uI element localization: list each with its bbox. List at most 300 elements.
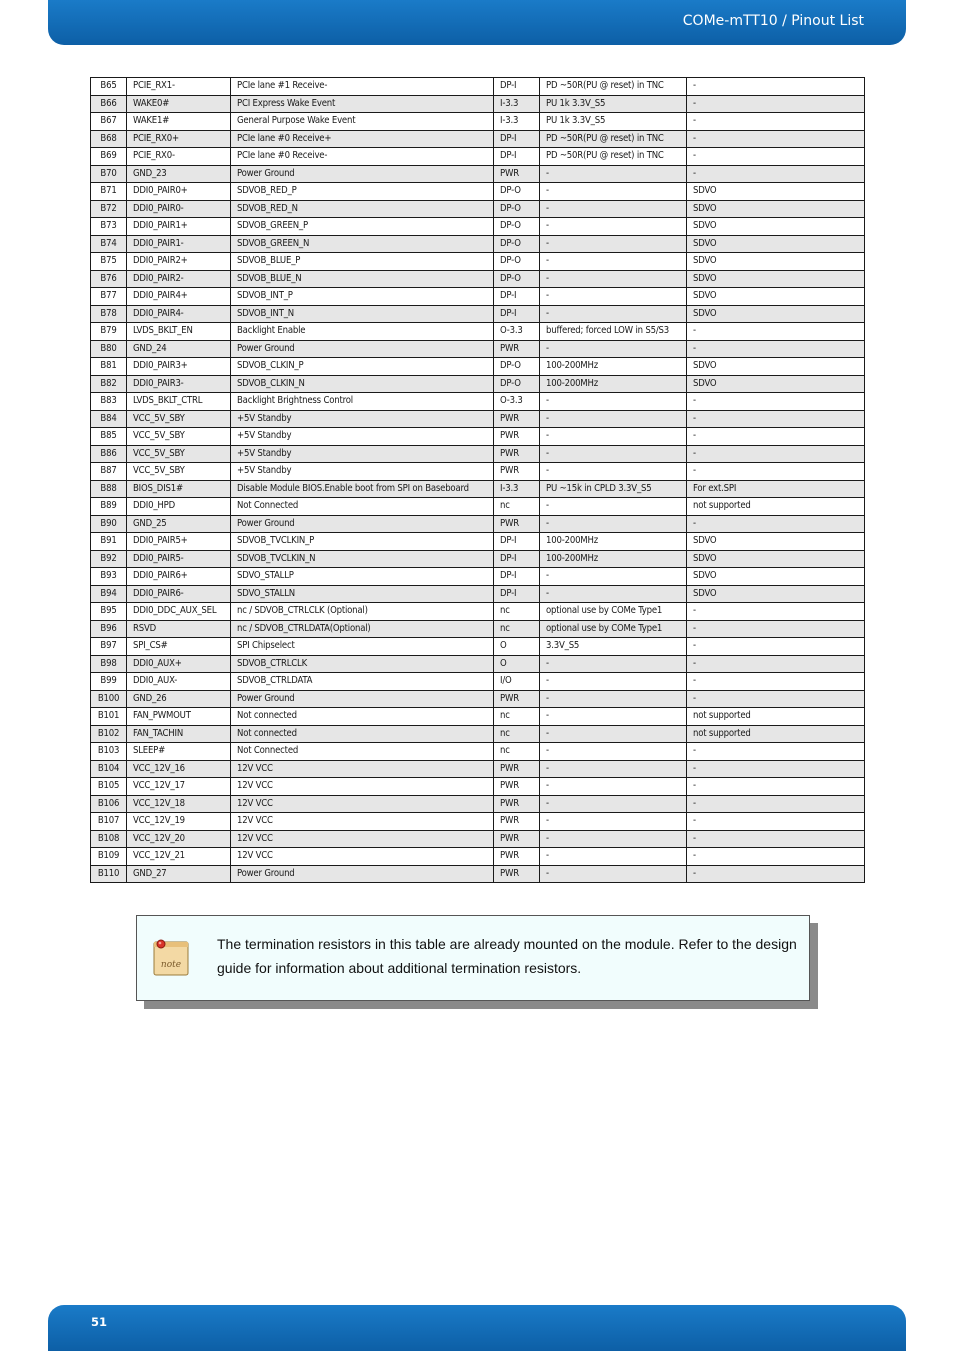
table-row bbox=[91, 515, 865, 533]
comment-cell: not supported bbox=[687, 498, 865, 516]
comment-cell: SDVO bbox=[687, 270, 865, 288]
type-cell: PWR bbox=[494, 690, 540, 708]
pin-cell: B79 bbox=[91, 323, 127, 341]
type-cell: PWR bbox=[494, 865, 540, 883]
table-row bbox=[91, 358, 865, 376]
comment-cell: SDVO bbox=[687, 585, 865, 603]
signal-cell: VCC_12V_17 bbox=[127, 778, 231, 796]
table-row bbox=[91, 218, 865, 236]
type-cell: O bbox=[494, 638, 540, 656]
termination-cell: PU 1k 3.3V_S5 bbox=[540, 113, 687, 131]
termination-cell: 100-200MHz bbox=[540, 533, 687, 551]
pin-cell: B92 bbox=[91, 550, 127, 568]
comment-cell: - bbox=[687, 340, 865, 358]
type-cell: nc bbox=[494, 498, 540, 516]
comment-cell: - bbox=[687, 78, 865, 96]
comment-cell: - bbox=[687, 620, 865, 638]
description-cell: SDVOB_TVCLKIN_P bbox=[231, 533, 494, 551]
table-row bbox=[91, 463, 865, 481]
description-cell: 12V VCC bbox=[231, 848, 494, 866]
table-row bbox=[91, 428, 865, 446]
pin-cell: B95 bbox=[91, 603, 127, 621]
note-text: The termination resistors in this table are already mounted on the module. Refer to the design guide for information about additional termination resistors. bbox=[217, 936, 797, 976]
termination-cell: - bbox=[540, 410, 687, 428]
table-row bbox=[91, 830, 865, 848]
termination-cell: 100-200MHz bbox=[540, 358, 687, 376]
comment-cell: - bbox=[687, 515, 865, 533]
pin-cell: B98 bbox=[91, 655, 127, 673]
signal-cell: PCIE_RX1- bbox=[127, 78, 231, 96]
table-row bbox=[91, 743, 865, 761]
termination-cell: - bbox=[540, 165, 687, 183]
table-row bbox=[91, 148, 865, 166]
type-cell: DP-I bbox=[494, 78, 540, 96]
pin-cell: B90 bbox=[91, 515, 127, 533]
description-cell: Backlight Enable bbox=[231, 323, 494, 341]
type-cell: DP-I bbox=[494, 533, 540, 551]
table-row bbox=[91, 655, 865, 673]
signal-cell: VCC_12V_16 bbox=[127, 760, 231, 778]
comment-cell: SDVO bbox=[687, 305, 865, 323]
table-row bbox=[91, 410, 865, 428]
note-icon bbox=[151, 936, 191, 978]
termination-cell: - bbox=[540, 690, 687, 708]
type-cell: DP-O bbox=[494, 270, 540, 288]
comment-cell: - bbox=[687, 813, 865, 831]
type-cell: I-3.3 bbox=[494, 113, 540, 131]
comment-cell: - bbox=[687, 848, 865, 866]
signal-cell: DDI0_PAIR5- bbox=[127, 550, 231, 568]
signal-cell: PCIE_RX0- bbox=[127, 148, 231, 166]
signal-cell: FAN_TACHIN bbox=[127, 725, 231, 743]
table-row bbox=[91, 603, 865, 621]
termination-cell: - bbox=[540, 760, 687, 778]
termination-cell: - bbox=[540, 568, 687, 586]
table-row bbox=[91, 375, 865, 393]
type-cell: PWR bbox=[494, 778, 540, 796]
type-cell: nc bbox=[494, 708, 540, 726]
pin-cell: B75 bbox=[91, 253, 127, 271]
description-cell: nc / SDVOB_CTRLDATA(Optional) bbox=[231, 620, 494, 638]
pin-cell: B99 bbox=[91, 673, 127, 691]
termination-cell: - bbox=[540, 183, 687, 201]
type-cell: PWR bbox=[494, 410, 540, 428]
comment-cell: SDVO bbox=[687, 218, 865, 236]
termination-cell: optional use by COMe Type1 bbox=[540, 603, 687, 621]
comment-cell: not supported bbox=[687, 725, 865, 743]
description-cell: 12V VCC bbox=[231, 830, 494, 848]
pin-cell: B91 bbox=[91, 533, 127, 551]
type-cell: DP-I bbox=[494, 585, 540, 603]
termination-cell: - bbox=[540, 200, 687, 218]
pin-cell: B110 bbox=[91, 865, 127, 883]
termination-cell: PD ~50R(PU @ reset) in TNC bbox=[540, 78, 687, 96]
description-cell: PCIe lane #0 Receive- bbox=[231, 148, 494, 166]
signal-cell: VCC_12V_18 bbox=[127, 795, 231, 813]
termination-cell: PU ~15k in CPLD 3.3V_S5 bbox=[540, 480, 687, 498]
pin-cell: B80 bbox=[91, 340, 127, 358]
footer-bar bbox=[48, 1305, 906, 1351]
termination-cell: 100-200MHz bbox=[540, 375, 687, 393]
description-cell: +5V Standby bbox=[231, 428, 494, 446]
signal-cell: DDI0_PAIR3+ bbox=[127, 358, 231, 376]
pin-cell: B104 bbox=[91, 760, 127, 778]
description-cell: SDVOB_BLUE_N bbox=[231, 270, 494, 288]
description-cell: Power Ground bbox=[231, 340, 494, 358]
type-cell: DP-O bbox=[494, 253, 540, 271]
termination-cell: - bbox=[540, 585, 687, 603]
signal-cell: GND_23 bbox=[127, 165, 231, 183]
table-row bbox=[91, 708, 865, 726]
pin-cell: B76 bbox=[91, 270, 127, 288]
signal-cell: BIOS_DIS1# bbox=[127, 480, 231, 498]
page-number: 51 bbox=[91, 1315, 108, 1329]
signal-cell: DDI0_PAIR0- bbox=[127, 200, 231, 218]
comment-cell: - bbox=[687, 830, 865, 848]
description-cell: SPI Chipselect bbox=[231, 638, 494, 656]
termination-cell: - bbox=[540, 830, 687, 848]
pin-cell: B73 bbox=[91, 218, 127, 236]
description-cell: Disable Module BIOS.Enable boot from SPI on Baseboard bbox=[231, 480, 494, 498]
signal-cell: DDI0_PAIR4+ bbox=[127, 288, 231, 306]
termination-cell: - bbox=[540, 305, 687, 323]
description-cell: 12V VCC bbox=[231, 813, 494, 831]
termination-cell: - bbox=[540, 498, 687, 516]
table-row bbox=[91, 848, 865, 866]
type-cell: I-3.3 bbox=[494, 95, 540, 113]
description-cell: SDVOB_RED_P bbox=[231, 183, 494, 201]
signal-cell: DDI0_PAIR5+ bbox=[127, 533, 231, 551]
signal-cell: GND_26 bbox=[127, 690, 231, 708]
termination-cell: - bbox=[540, 865, 687, 883]
signal-cell: VCC_12V_20 bbox=[127, 830, 231, 848]
pin-cell: B109 bbox=[91, 848, 127, 866]
comment-cell: - bbox=[687, 673, 865, 691]
termination-cell: PU 1k 3.3V_S5 bbox=[540, 95, 687, 113]
description-cell: Not connected bbox=[231, 708, 494, 726]
termination-cell: - bbox=[540, 813, 687, 831]
termination-cell: - bbox=[540, 743, 687, 761]
termination-cell: - bbox=[540, 445, 687, 463]
header-bar bbox=[48, 0, 906, 45]
signal-cell: GND_24 bbox=[127, 340, 231, 358]
table-row bbox=[91, 340, 865, 358]
description-cell: +5V Standby bbox=[231, 463, 494, 481]
description-cell: SDVOB_CLKIN_P bbox=[231, 358, 494, 376]
comment-cell: SDVO bbox=[687, 550, 865, 568]
type-cell: PWR bbox=[494, 463, 540, 481]
signal-cell: WAKE1# bbox=[127, 113, 231, 131]
termination-cell: - bbox=[540, 673, 687, 691]
type-cell: PWR bbox=[494, 445, 540, 463]
comment-cell: - bbox=[687, 130, 865, 148]
pin-cell: B88 bbox=[91, 480, 127, 498]
table-row bbox=[91, 760, 865, 778]
pin-cell: B101 bbox=[91, 708, 127, 726]
pin-cell: B70 bbox=[91, 165, 127, 183]
description-cell: 12V VCC bbox=[231, 778, 494, 796]
comment-cell: - bbox=[687, 760, 865, 778]
description-cell: +5V Standby bbox=[231, 410, 494, 428]
comment-cell: - bbox=[687, 865, 865, 883]
type-cell: PWR bbox=[494, 165, 540, 183]
type-cell: DP-O bbox=[494, 200, 540, 218]
type-cell: DP-I bbox=[494, 130, 540, 148]
table-row bbox=[91, 270, 865, 288]
description-cell: SDVO_STALLN bbox=[231, 585, 494, 603]
pin-cell: B83 bbox=[91, 393, 127, 411]
signal-cell: SLEEP# bbox=[127, 743, 231, 761]
table-row bbox=[91, 585, 865, 603]
termination-cell: 100-200MHz bbox=[540, 550, 687, 568]
signal-cell: DDI0_PAIR3- bbox=[127, 375, 231, 393]
type-cell: O-3.3 bbox=[494, 323, 540, 341]
description-cell: nc / SDVOB_CTRLCLK (Optional) bbox=[231, 603, 494, 621]
signal-cell: SPI_CS# bbox=[127, 638, 231, 656]
description-cell: SDVOB_INT_P bbox=[231, 288, 494, 306]
comment-cell: - bbox=[687, 655, 865, 673]
signal-cell: DDI0_DDC_AUX_SEL bbox=[127, 603, 231, 621]
comment-cell: - bbox=[687, 428, 865, 446]
table-row bbox=[91, 183, 865, 201]
termination-cell: - bbox=[540, 778, 687, 796]
description-cell: SDVO_STALLP bbox=[231, 568, 494, 586]
svg-text:note: note bbox=[160, 960, 182, 970]
description-cell: General Purpose Wake Event bbox=[231, 113, 494, 131]
type-cell: DP-I bbox=[494, 148, 540, 166]
description-cell: SDVOB_GREEN_N bbox=[231, 235, 494, 253]
table-row bbox=[91, 498, 865, 516]
table-row bbox=[91, 568, 865, 586]
pin-cell: B86 bbox=[91, 445, 127, 463]
table-row bbox=[91, 165, 865, 183]
pin-cell: B84 bbox=[91, 410, 127, 428]
termination-cell: 3.3V_S5 bbox=[540, 638, 687, 656]
description-cell: SDVOB_GREEN_P bbox=[231, 218, 494, 236]
termination-cell: - bbox=[540, 253, 687, 271]
type-cell: DP-O bbox=[494, 375, 540, 393]
table-row bbox=[91, 795, 865, 813]
description-cell: PCIe lane #0 Receive+ bbox=[231, 130, 494, 148]
pin-cell: B77 bbox=[91, 288, 127, 306]
signal-cell: DDI0_PAIR0+ bbox=[127, 183, 231, 201]
table-row bbox=[91, 533, 865, 551]
signal-cell: DDI0_PAIR1- bbox=[127, 235, 231, 253]
signal-cell: VCC_5V_SBY bbox=[127, 428, 231, 446]
note-box bbox=[136, 915, 810, 1001]
termination-cell: - bbox=[540, 463, 687, 481]
type-cell: PWR bbox=[494, 848, 540, 866]
pin-cell: B100 bbox=[91, 690, 127, 708]
description-cell: SDVOB_CTRLCLK bbox=[231, 655, 494, 673]
pinout-table bbox=[90, 77, 865, 883]
signal-cell: GND_27 bbox=[127, 865, 231, 883]
comment-cell: - bbox=[687, 323, 865, 341]
pin-cell: B82 bbox=[91, 375, 127, 393]
type-cell: DP-I bbox=[494, 568, 540, 586]
type-cell: O bbox=[494, 655, 540, 673]
description-cell: SDVOB_CLKIN_N bbox=[231, 375, 494, 393]
signal-cell: DDI0_HPD bbox=[127, 498, 231, 516]
table-row bbox=[91, 323, 865, 341]
table-row bbox=[91, 865, 865, 883]
table-row bbox=[91, 235, 865, 253]
type-cell: nc bbox=[494, 620, 540, 638]
pin-cell: B87 bbox=[91, 463, 127, 481]
type-cell: DP-O bbox=[494, 358, 540, 376]
termination-cell: buffered; forced LOW in S5/S3 bbox=[540, 323, 687, 341]
description-cell: Power Ground bbox=[231, 865, 494, 883]
pin-cell: B105 bbox=[91, 778, 127, 796]
signal-cell: GND_25 bbox=[127, 515, 231, 533]
table-row bbox=[91, 550, 865, 568]
pin-cell: B65 bbox=[91, 78, 127, 96]
table-row bbox=[91, 813, 865, 831]
signal-cell: DDI0_PAIR2- bbox=[127, 270, 231, 288]
type-cell: PWR bbox=[494, 795, 540, 813]
description-cell: SDVOB_CTRLDATA bbox=[231, 673, 494, 691]
description-cell: SDVOB_TVCLKIN_N bbox=[231, 550, 494, 568]
comment-cell: - bbox=[687, 393, 865, 411]
description-cell: 12V VCC bbox=[231, 760, 494, 778]
table-row bbox=[91, 130, 865, 148]
termination-cell: optional use by COMe Type1 bbox=[540, 620, 687, 638]
signal-cell: VCC_12V_19 bbox=[127, 813, 231, 831]
type-cell: DP-O bbox=[494, 235, 540, 253]
type-cell: DP-O bbox=[494, 183, 540, 201]
table-row bbox=[91, 113, 865, 131]
description-cell: Power Ground bbox=[231, 165, 494, 183]
table-row bbox=[91, 445, 865, 463]
description-cell: SDVOB_RED_N bbox=[231, 200, 494, 218]
type-cell: PWR bbox=[494, 830, 540, 848]
signal-cell: DDI0_AUX- bbox=[127, 673, 231, 691]
description-cell: 12V VCC bbox=[231, 795, 494, 813]
pin-cell: B103 bbox=[91, 743, 127, 761]
comment-cell: not supported bbox=[687, 708, 865, 726]
table-row bbox=[91, 288, 865, 306]
table-row bbox=[91, 480, 865, 498]
type-cell: nc bbox=[494, 725, 540, 743]
comment-cell: - bbox=[687, 113, 865, 131]
comment-cell: - bbox=[687, 795, 865, 813]
table-row bbox=[91, 95, 865, 113]
pin-cell: B66 bbox=[91, 95, 127, 113]
termination-cell: - bbox=[540, 218, 687, 236]
description-cell: SDVOB_INT_N bbox=[231, 305, 494, 323]
termination-cell: - bbox=[540, 340, 687, 358]
signal-cell: LVDS_BKLT_EN bbox=[127, 323, 231, 341]
signal-cell: RSVD bbox=[127, 620, 231, 638]
comment-cell: For ext.SPI bbox=[687, 480, 865, 498]
type-cell: PWR bbox=[494, 813, 540, 831]
comment-cell: SDVO bbox=[687, 200, 865, 218]
table-row bbox=[91, 725, 865, 743]
table-row bbox=[91, 78, 865, 96]
type-cell: PWR bbox=[494, 428, 540, 446]
pinout-table-body bbox=[91, 78, 865, 883]
termination-cell: - bbox=[540, 848, 687, 866]
comment-cell: SDVO bbox=[687, 288, 865, 306]
termination-cell: - bbox=[540, 515, 687, 533]
signal-cell: DDI0_PAIR1+ bbox=[127, 218, 231, 236]
comment-cell: - bbox=[687, 95, 865, 113]
termination-cell: PD ~50R(PU @ reset) in TNC bbox=[540, 148, 687, 166]
pin-cell: B72 bbox=[91, 200, 127, 218]
description-cell: Power Ground bbox=[231, 515, 494, 533]
comment-cell: - bbox=[687, 690, 865, 708]
comment-cell: SDVO bbox=[687, 235, 865, 253]
comment-cell: - bbox=[687, 148, 865, 166]
pin-cell: B97 bbox=[91, 638, 127, 656]
pin-cell: B107 bbox=[91, 813, 127, 831]
description-cell: Not Connected bbox=[231, 743, 494, 761]
comment-cell: - bbox=[687, 445, 865, 463]
signal-cell: WAKE0# bbox=[127, 95, 231, 113]
pin-cell: B108 bbox=[91, 830, 127, 848]
signal-cell: DDI0_PAIR2+ bbox=[127, 253, 231, 271]
type-cell: PWR bbox=[494, 515, 540, 533]
termination-cell: PD ~50R(PU @ reset) in TNC bbox=[540, 130, 687, 148]
pin-cell: B69 bbox=[91, 148, 127, 166]
document-title: COMe-mTT10 / Pinout List bbox=[682, 13, 864, 29]
pin-cell: B67 bbox=[91, 113, 127, 131]
comment-cell: SDVO bbox=[687, 375, 865, 393]
table-row bbox=[91, 690, 865, 708]
signal-cell: VCC_5V_SBY bbox=[127, 445, 231, 463]
table-row bbox=[91, 200, 865, 218]
pin-cell: B96 bbox=[91, 620, 127, 638]
signal-cell: DDI0_PAIR4- bbox=[127, 305, 231, 323]
table-row bbox=[91, 673, 865, 691]
pin-cell: B106 bbox=[91, 795, 127, 813]
pin-cell: B78 bbox=[91, 305, 127, 323]
table-row bbox=[91, 393, 865, 411]
comment-cell: - bbox=[687, 463, 865, 481]
description-cell: Power Ground bbox=[231, 690, 494, 708]
signal-cell: VCC_5V_SBY bbox=[127, 463, 231, 481]
pin-cell: B74 bbox=[91, 235, 127, 253]
comment-cell: SDVO bbox=[687, 533, 865, 551]
type-cell: O-3.3 bbox=[494, 393, 540, 411]
pin-cell: B68 bbox=[91, 130, 127, 148]
description-cell: Not Connected bbox=[231, 498, 494, 516]
comment-cell: - bbox=[687, 638, 865, 656]
pin-cell: B102 bbox=[91, 725, 127, 743]
termination-cell: - bbox=[540, 795, 687, 813]
comment-cell: - bbox=[687, 743, 865, 761]
termination-cell: - bbox=[540, 288, 687, 306]
comment-cell: - bbox=[687, 165, 865, 183]
description-cell: SDVOB_BLUE_P bbox=[231, 253, 494, 271]
termination-cell: - bbox=[540, 393, 687, 411]
type-cell: I-3.3 bbox=[494, 480, 540, 498]
signal-cell: DDI0_AUX+ bbox=[127, 655, 231, 673]
comment-cell: SDVO bbox=[687, 253, 865, 271]
signal-cell: VCC_5V_SBY bbox=[127, 410, 231, 428]
type-cell: PWR bbox=[494, 340, 540, 358]
pin-cell: B81 bbox=[91, 358, 127, 376]
comment-cell: SDVO bbox=[687, 568, 865, 586]
termination-cell: - bbox=[540, 428, 687, 446]
type-cell: DP-I bbox=[494, 305, 540, 323]
type-cell: DP-I bbox=[494, 288, 540, 306]
type-cell: DP-I bbox=[494, 550, 540, 568]
pin-cell: B94 bbox=[91, 585, 127, 603]
table-row bbox=[91, 778, 865, 796]
comment-cell: - bbox=[687, 778, 865, 796]
pin-cell: B85 bbox=[91, 428, 127, 446]
